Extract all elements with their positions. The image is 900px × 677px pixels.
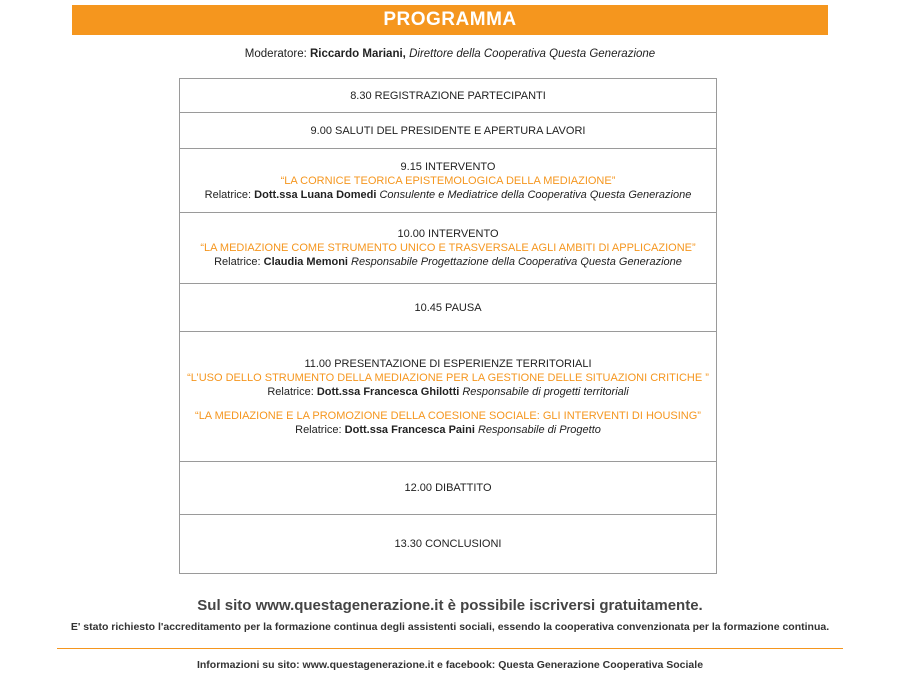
program-row-registration [180,79,716,113]
speaker-role: Responsabile di Progetto [477,423,601,436]
talk-title: “LA MEDIAZIONE COME STRUMENTO UNICO E TRASVERSALE AGLI AMBITI DI APPLICAZIONE” [200,242,696,254]
speaker-role: Consulente e Mediatrice della Cooperativa Questa Generazione [379,188,692,201]
talk-title: “LA MEDIAZIONE E LA PROMOZIONE DELLA COESIONE SOCIALE: GLI INTERVENTI DI HOUSING” [195,409,701,422]
program-row-experiences [180,332,716,462]
row-time-label: 9.15 INTERVENTO [400,160,496,173]
speaker-prefix: Relatrice: [204,188,255,201]
program-table [179,78,717,574]
speaker-prefix: Relatrice: [267,385,317,398]
program-row-intervento-2 [180,213,716,284]
programma-header [72,5,828,35]
row-time-label: 11.00 PRESENTAZIONE DI ESPERIENZE TERRITORIALI [304,357,592,370]
speaker-name: Claudia Memoni [263,256,348,268]
program-row-greetings [180,113,716,149]
program-row-intervento-1 [180,149,716,213]
speaker-line [295,423,601,437]
accreditation-note: E' stato richiesto l'accreditamento per la formazione continua degli assistenti sociali, essendo la cooperativa convenzionata per la formazione continua. [70,621,830,633]
moderator-line [0,48,900,60]
footer-divider [57,648,843,649]
row-time-label: 8.30 REGISTRAZIONE PARTECIPANTI [350,89,546,102]
program-row-debate [180,462,716,515]
row-time-label: 10.00 INTERVENTO [397,228,499,240]
speaker-line [214,255,682,269]
speaker-line [267,385,628,399]
speaker-prefix: Relatrice: [214,256,264,268]
speaker-prefix: Relatrice: [295,423,345,436]
speaker-name: Dott.ssa Francesca Ghilotti [316,385,460,398]
moderator-role: Direttore della Cooperativa Questa Generazione [409,48,656,60]
program-row-pause [180,284,716,332]
speaker-name: Dott.ssa Francesca Paini [344,423,475,436]
program-row-conclusions [180,515,716,573]
row-time-label: 13.30 CONCLUSIONI [394,538,502,550]
speaker-role: Responsabile Progettazione della Cooperativa Questa Generazione [351,256,682,268]
header-title: PROGRAMMA [383,9,517,30]
speaker-line [205,188,692,202]
contact-info: Informazioni su sito: www.questagenerazione.it e facebook: Questa Generazione Cooperativa Sociale [196,659,704,671]
speaker-role: Responsabile di progetti territoriali [462,385,629,398]
talk-title: “LA CORNICE TEORICA EPISTEMOLOGICA DELLA MEDIAZIONE” [280,174,616,187]
moderator-name: Riccardo Mariani, [310,48,406,60]
row-time-label: 10.45 PAUSA [414,301,482,314]
row-time-label: 12.00 DIBATTITO [404,482,492,494]
speaker-name: Dott.ssa Luana Domedi [254,188,377,201]
moderator-prefix: Moderatore: [244,48,310,60]
registration-note: Sul sito www.questagenerazione.it è possibile iscriversi gratuitamente. [197,597,703,614]
row-time-label: 9.00 SALUTI DEL PRESIDENTE E APERTURA LAVORI [310,124,586,137]
talk-title: “L’USO DELLO STRUMENTO DELLA MEDIAZIONE PER LA GESTIONE DELLE SITUAZIONI CRITICHE ” [187,371,709,384]
